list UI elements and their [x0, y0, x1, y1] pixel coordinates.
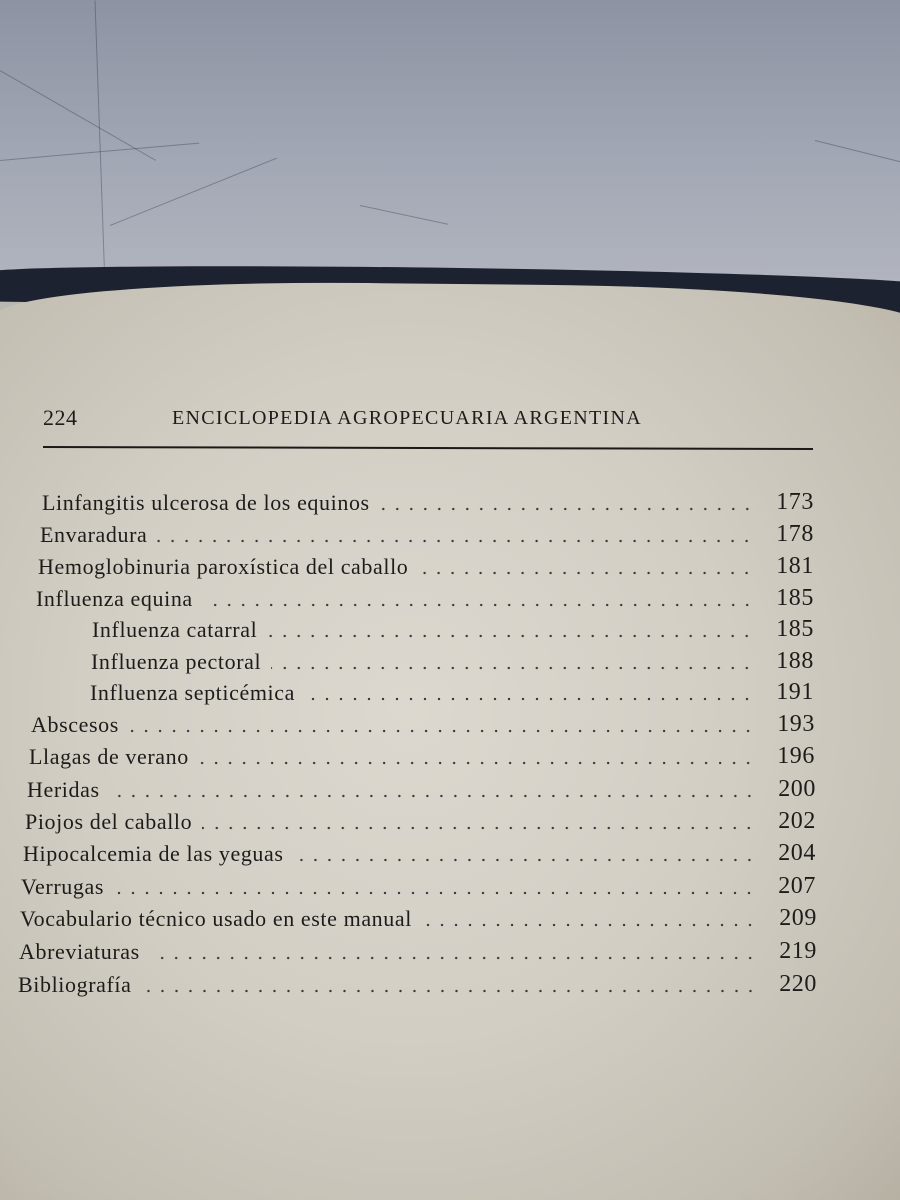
- toc-entry: [18, 966, 817, 998]
- toc-entry-title: Abreviaturas: [19, 939, 140, 964]
- toc-entry: [19, 933, 817, 965]
- header-rule: [43, 446, 813, 450]
- toc-entry: [31, 706, 815, 738]
- toc-entry-page: 173: [776, 489, 814, 515]
- dot-leader: [110, 779, 756, 799]
- toc-entry-title: Linfangitis ulcerosa de los equinos: [42, 490, 370, 515]
- dot-leader: [271, 651, 754, 671]
- dot-leader: [202, 811, 756, 831]
- toc-entry: [42, 484, 814, 516]
- toc-entry: [40, 516, 814, 548]
- toc-entry-title: Vocabulario técnico usado en este manual: [20, 906, 412, 931]
- dot-leader: [267, 619, 754, 639]
- toc-subentry: [91, 643, 814, 675]
- toc-entry-page: 209: [779, 905, 817, 931]
- page-number: 224: [43, 405, 78, 430]
- toc-entry-page: 188: [776, 648, 814, 674]
- toc-entry-page: 178: [776, 521, 814, 547]
- toc-entry: [27, 771, 816, 803]
- toc-entry: [21, 868, 816, 900]
- toc-entry-page: 181: [776, 553, 814, 579]
- dot-leader: [142, 974, 757, 994]
- toc-entry-page: 219: [779, 938, 817, 964]
- toc-entry-page: 204: [778, 840, 816, 866]
- toc-entry-title: Piojos del caballo: [25, 809, 193, 834]
- toc-entry-page: 220: [779, 971, 817, 997]
- toc-entry-page: 193: [777, 711, 815, 737]
- dot-leader: [199, 746, 755, 766]
- toc-entry-page: 200: [778, 776, 816, 802]
- toc-entry-title: Hemoglobinuria paroxística del caballo: [38, 554, 409, 579]
- toc-entry: [23, 835, 816, 867]
- toc-entry-page: 207: [778, 873, 816, 899]
- toc-subentry: [92, 611, 814, 643]
- toc-entry-title: Heridas: [27, 777, 100, 802]
- toc-entry: [25, 803, 816, 835]
- toc-entry-page: 185: [776, 585, 814, 611]
- toc-entry-page: 191: [776, 679, 814, 705]
- dot-leader: [129, 714, 755, 734]
- dot-leader: [157, 524, 754, 544]
- toc-entry-title: Abscesos: [31, 712, 119, 737]
- toc-entry-title: Hipocalcemia de las yeguas: [23, 841, 284, 866]
- toc-entry: [20, 900, 817, 932]
- toc-entry-title: Verrugas: [21, 874, 104, 899]
- running-head: [43, 405, 813, 439]
- dot-leader: [150, 941, 757, 961]
- dot-leader: [305, 682, 754, 702]
- toc-entry-title: Influenza equina: [36, 586, 193, 611]
- toc-entry: [29, 738, 815, 770]
- dot-leader: [422, 908, 757, 928]
- dot-leader: [380, 492, 754, 512]
- toc-entry-title: Llagas de verano: [29, 744, 189, 769]
- toc-entry-page: 202: [778, 808, 816, 834]
- toc-entry-title: Bibliografía: [18, 972, 132, 997]
- dot-leader: [203, 588, 754, 608]
- book-title: ENCICLOPEDIA AGROPECUARIA ARGENTINA: [172, 407, 642, 429]
- toc-entry-page: 185: [776, 616, 814, 642]
- toc-subentry: [90, 674, 814, 706]
- toc-entry: [38, 548, 814, 580]
- toc-entry-title: Influenza septicémica: [90, 680, 295, 705]
- toc-entry-page: 196: [777, 743, 815, 769]
- toc-entry: [36, 580, 814, 612]
- dot-leader: [418, 556, 754, 576]
- toc-entry-title: Envaradura: [40, 522, 148, 547]
- toc-entry-title: Influenza pectoral: [91, 649, 262, 674]
- toc-entry-title: Influenza catarral: [92, 617, 258, 642]
- dot-leader: [114, 876, 756, 896]
- dot-leader: [294, 843, 756, 863]
